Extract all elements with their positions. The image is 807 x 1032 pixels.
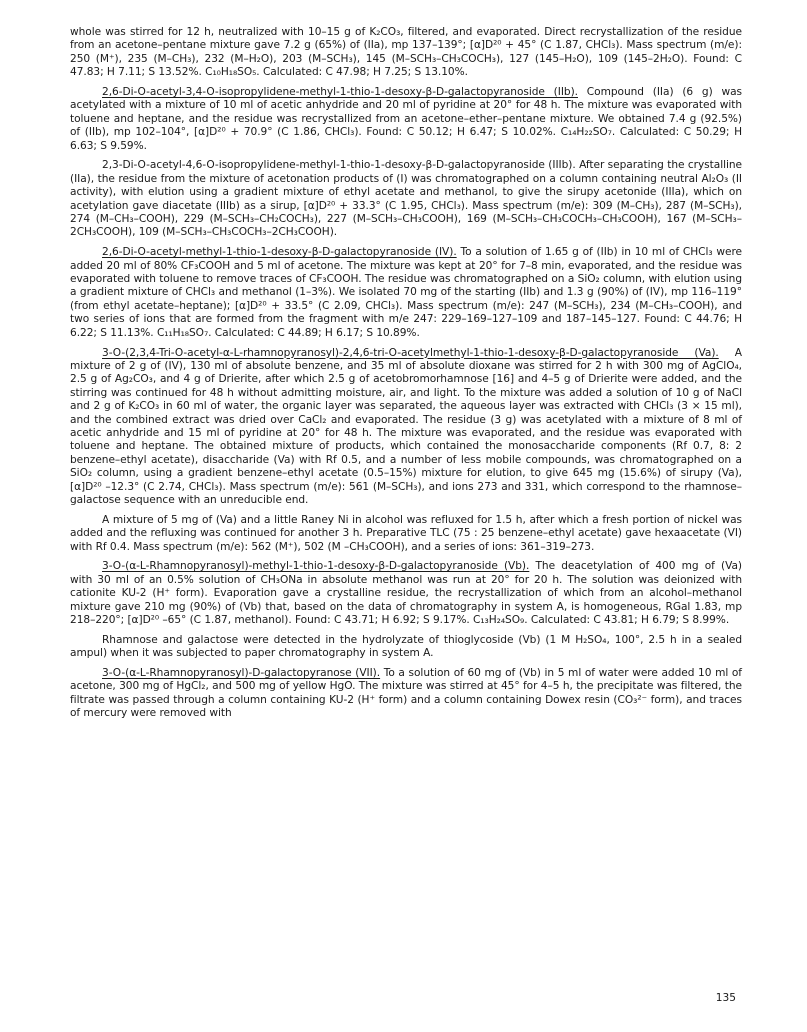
compound-heading: 2,6-Di-O-acetyl-3,4-O-isopropylidene-methyl-1-thio-1-desoxy-β-D-galactopyranoside (IIb). xyxy=(102,86,578,99)
paragraph-continuation xyxy=(70,26,742,80)
paragraph-compound-VII xyxy=(70,667,742,721)
paragraph-hydrolyzate xyxy=(70,634,742,661)
paragraph-text: The deacetylation of 400 mg of (Va) with 30 ml of an 0.5% solution of CH₃ONa in absolute methanol was run at 20° for 20 h. The solution was deionized with cationite KU-2 (H⁺ form). Evaporation gave a crystalline residue, the recrystallization of which from an alcohol–methanol mixture gave 210 mg (90%) of (Vb) that, based on the data of chromatography in system A, is homogeneous, RGal 1.83, mp 218–220°; [α]D²⁰ –65° (C 1.87, methanol). Found: C 43.71; H 6.92; S 9.17%. C₁₃H₂₄SO₉. Calculated: C 43.81; H 6.79; S 8.99%. xyxy=(70,560,742,626)
paragraph-text: To a solution of 60 mg of (Vb) in 5 ml of water were added 10 ml of acetone, 300 mg of HgCl₂, and 500 mg of yellow HgO. The mixture was stirred at 45° for 4–5 h, the precipitate was filtered, the filtrate was passed through a column containing KU-2 (H⁺ form) and a column containing Dowex resin (CO₃²⁻ form), and traces of mercury were removed with xyxy=(70,667,742,720)
body-text xyxy=(70,26,742,727)
paragraph-text: whole was stirred for 12 h, neutralized with 10–15 g of K₂CO₃, filtered, and evaporated. Direct recrystallization of the residue from an acetone–pentane mixture gave 7.2 g (65%) of (IIa), mp 137–139°; [α]D²⁰ + 45° (C 1.87, CHCl₃). Mass spectrum (m/e): 250 (M⁺), 235 (M–CH₃), 232 (M–H₂O), 203 (M–SCH₃), 145 (M–SCH₃–CH₃COCH₃), 127 (145–H₂O), 109 (145–2H₂O). Found: C 47.83; H 7.11; S 13.52%. C₁₀H₁₈SO₅. Calculated: C 47.98; H 7.25; S 13.10%. xyxy=(70,26,742,79)
compound-heading: 3-O-(α-L-Rhamnopyranosyl)-D-galactopyranose (VII). xyxy=(102,667,381,679)
paragraph-raney-ni xyxy=(70,514,742,554)
paragraph-compound-IV xyxy=(70,246,742,340)
compound-heading: 3-O-(α-L-Rhamnopyranosyl)-methyl-1-thio-1-desoxy-β-D-galactopyranoside (Vb). xyxy=(102,560,530,573)
paragraph-text: A mixture of 5 mg of (Va) and a little Raney Ni in alcohol was refluxed for 1.5 h, after which a fresh portion of nickel was added and the refluxing was continued for another 3 h. Preparative TLC (75 : 25 benzene–ethyl acetate) gave hexaacetate (VI) with Rf 0.4. Mass spectrum (m/e): 562 (M⁺), 502 (M –CH₃COOH), and a series of ions: 361–319–273. xyxy=(70,513,742,553)
paragraph-compound-IIb xyxy=(70,86,742,153)
paragraph-compound-Va xyxy=(70,347,742,508)
compound-heading: 3-O-(2,3,4-Tri-O-acetyl-α-L-rhamnopyranosyl)-2,4,6-tri-O-acetylmethyl-1-thio-1-desoxy-β-D-galactopyranoside (Va). xyxy=(102,346,719,359)
paragraph-compound-Vb xyxy=(70,560,742,627)
paragraph-text: 2,3-Di-O-acetyl-4,6-O-isopropylidene-methyl-1-thio-1-desoxy-β-D-galactopyranoside (IIIb). After separating the crystalline (IIa), the residue from the mixture of acetonation products of (I) was chromatographed on a column containing neutral Al₂O₃ (II activity), with elution using a gradient mixture of ethyl acetate and methanol, to give the sirupy acetonide (IIIa), which on acetylation gave diacetate (IIIb) as a sirup, [α]D²⁰ + 33.3° (C 1.95, CHCl₃). Mass spectrum (m/e): 309 (M–CH₃), 287 (M–SCH₃), 274 (M–CH₃–COOH), 229 (M–SCH₃–CH₂COCH₃), 227 (M–SCH₃–CH₃COOH), 169 (M–SCH₃–CH₃COCH₃–CH₃COOH), 167 (M–SCH₃–2CH₃COOH), 109 (M–SCH₃–CH₃COCH₃–2CH₃COOH). xyxy=(70,159,742,239)
paragraph-text: To a solution of 1.65 g of (IIb) in 10 ml of CHCl₃ were added 20 ml of 80% CF₃COOH and 5 ml of acetone. The mixture was kept at 20° for 7–8 min, evaporated, and the residue was evaporated with toluene to remove traces of CF₃COOH. The residue was chromatographed on a SiO₂ column, with elution using a gradient mixture of CHCl₃ and methanol (1–3%). We isolated 70 mg of the starting (IIb) and 1.3 g (90%) of (IV), mp 116–119° (from ethyl acetate–heptane); [α]D²⁰ + 33.5° (C 2.09, CHCl₃). Mass spectrum (m/e): 247 (M–SCH₃), 234 (M–CH₃–COOH), and two series of ions that are formed from the fragment with m/e 247: 229–169–127–109 and 187–145–127. Found: C 44.76; H 6.22; S 11.13%. C₁₁H₁₈SO₇. Calculated: C 44.89; H 6.17; S 10.89%. xyxy=(70,246,742,339)
paragraph-text: A mixture of 2 g of (IV), 130 ml of absolute benzene, and 35 ml of absolute dioxane was stirred for 2 h with 300 mg of AgClO₄, 2.5 g of Ag₂CO₃, and 4 g of Drierite, after which 2.5 g of acetobromorhamnose [16] and 4–5 g of Drierite were added, and the stirring was continued for 48 h without admitting moisture, air, and light. To the mixture was added a solution of 10 g of NaCl and 2 g of K₂CO₃ in 60 ml of water, the organic layer was separated, the aqueous layer was extracted with CHCl₃ (3 × 15 ml), and the combined extract was dried over CaCl₂ and evaporated. The residue (3 g) was acetylated with a mixture of 8 ml of acetic anhydride and 15 ml of pyridine at 20° for 48 h. The mixture was evaporated, and the residue was evaporated with toluene and heptane. The obtained mixture of products, which contained the monosaccharide components (Rf 0.7, 8: 2 benzene–ethyl acetate), disaccharide (Va) with Rf 0.5, and a number of less mobile compounds, was chromatographed on a SiO₂ column, using a gradient benzene–ethyl acetate (0.5–15%) mixture for elution, to give 645 mg (15.6%) of sirupy (Va), [α]D²⁰ –12.3° (C 2.74, CHCl₃). Mass spectrum (m/e): 561 (M–SCH₃), and ions 273 and 331, which correspond to the rhamnose–galactose sequence with an unreducible end. xyxy=(70,346,742,506)
paragraph-compound-IIIb xyxy=(70,159,742,239)
compound-heading: 2,6-Di-O-acetyl-methyl-1-thio-1-desoxy-β-D-galactopyranoside (IV). xyxy=(102,246,457,259)
page-number: 135 xyxy=(715,992,736,1004)
paragraph-text: Rhamnose and galactose were detected in the hydrolyzate of thioglycoside (Vb) (1 M H₂SO₄, 100°, 2.5 h in a sealed ampul) when it was subjected to paper chromatography in system A. xyxy=(70,633,742,660)
paragraph-text: Compound (IIa) (6 g) was acetylated with a mixture of 10 ml of acetic anhydride and 20 ml of pyridine at 20° for 48 h. The mixture was evaporated with toluene and heptane, and the residue was recrystallized from an acetone–ether–pentane mixture. We obtained 7.4 g (92.5%) of (IIb), mp 102–104°, [α]D²⁰ + 70.9° (C 1.86, CHCl₃). Found: C 50.12; H 6.47; S 10.02%. C₁₄H₂₂SO₇. Calculated: C 50.29; H 6.63; S 9.59%. xyxy=(70,86,743,152)
